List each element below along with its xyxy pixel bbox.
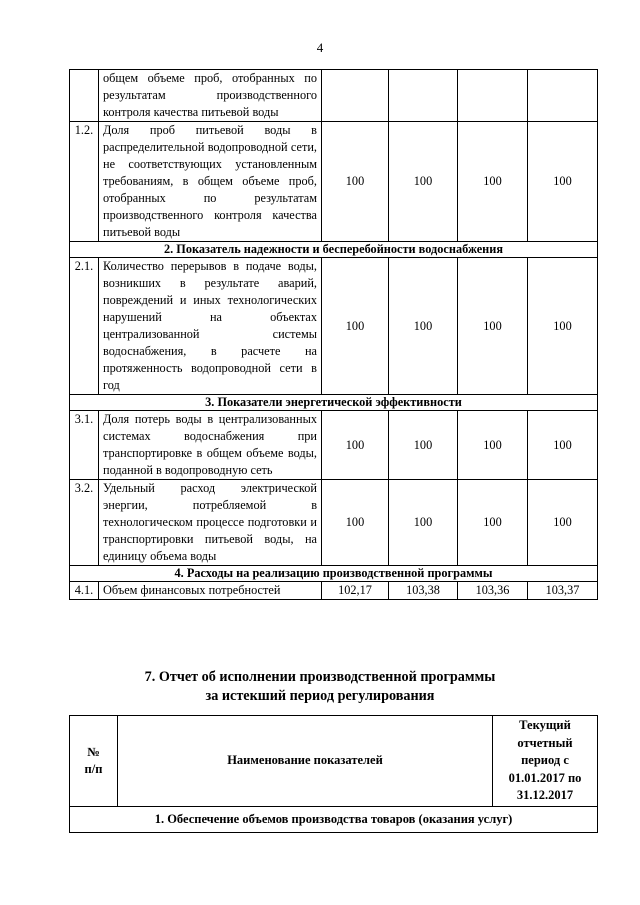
row-number bbox=[70, 70, 99, 122]
report-section-row bbox=[70, 807, 598, 833]
header-period-line4: 01.01.2017 по bbox=[508, 770, 582, 785]
row-number: 3.1. bbox=[70, 411, 99, 480]
indicator-value: 100 bbox=[458, 411, 528, 480]
indicator-value: 103,38 bbox=[389, 582, 458, 600]
indicator-row bbox=[70, 411, 598, 480]
header-period-cell bbox=[493, 716, 598, 807]
indicator-value: 100 bbox=[458, 480, 528, 566]
section-heading: 3. Показатели энергетической эффективности bbox=[70, 395, 598, 411]
indicator-value: 100 bbox=[389, 411, 458, 480]
section-7-title-line2: за истекший период регулирования bbox=[205, 688, 435, 704]
header-period-line1: Текущий bbox=[519, 718, 571, 733]
indicator-value bbox=[458, 70, 528, 122]
indicator-value: 100 bbox=[458, 122, 528, 242]
header-number-line2: п/п bbox=[84, 762, 103, 776]
indicator-row bbox=[70, 258, 598, 395]
indicator-value bbox=[389, 70, 458, 122]
indicator-description: Доля потерь воды в централизованных системах водоснабжения при транспортировке в общем объеме воды, поданной в водопроводную сеть bbox=[99, 411, 322, 480]
row-number: 4.1. bbox=[70, 582, 99, 600]
indicator-row bbox=[70, 582, 598, 600]
row-number: 1.2. bbox=[70, 122, 99, 242]
indicator-value: 100 bbox=[389, 480, 458, 566]
indicators-table bbox=[69, 69, 598, 600]
indicator-value bbox=[322, 70, 389, 122]
row-number: 3.2. bbox=[70, 480, 99, 566]
indicator-description: Объем финансовых потребностей bbox=[99, 582, 322, 600]
report-table bbox=[69, 715, 598, 833]
section-heading-row bbox=[70, 242, 598, 258]
indicators-table-body bbox=[70, 70, 598, 600]
header-number-line1: № bbox=[87, 744, 100, 759]
header-period-line2: отчетный bbox=[517, 735, 573, 750]
indicator-value: 102,17 bbox=[322, 582, 389, 600]
indicator-row bbox=[70, 70, 598, 122]
indicator-value bbox=[528, 70, 598, 122]
section-heading-row bbox=[70, 566, 598, 582]
header-number-cell bbox=[70, 716, 118, 807]
header-period-line5: 31.12.2017 bbox=[516, 788, 574, 803]
indicator-description: общем объеме проб, отобранных по результатам производственного контроля качества питьевой воды bbox=[99, 70, 322, 122]
indicator-description: Количество перерывов в подаче воды, возникших в результате аварий, повреждений и иных технологических нарушений на объектах централизованной системы водоснабжения, в расчете на протяженность водопроводной сети в год bbox=[99, 258, 322, 395]
indicator-value: 100 bbox=[322, 258, 389, 395]
report-table-header-row bbox=[70, 716, 598, 807]
section-heading: 2. Показатель надежности и бесперебойности водоснабжения bbox=[70, 242, 598, 258]
indicator-description: Удельный расход электрической энергии, потребляемой в технологическом процессе подготовки и транспортировки питьевой воды, на единицу объема воды bbox=[99, 480, 322, 566]
indicator-row bbox=[70, 480, 598, 566]
indicator-value: 100 bbox=[322, 480, 389, 566]
indicator-value: 100 bbox=[389, 122, 458, 242]
indicator-description: Доля проб питьевой воды в распределительной водопроводной сети, не соответствующих установленным требованиям, в общем объеме проб, отобранных по результатам производственного контроля качества питьевой воды bbox=[99, 122, 322, 242]
header-name-cell: Наименование показателей bbox=[118, 716, 493, 807]
section-7-title-line1: 7. Отчет об исполнении производственной программы bbox=[144, 669, 496, 685]
section-7-title bbox=[0, 668, 640, 706]
indicator-value: 100 bbox=[528, 258, 598, 395]
section-heading: 4. Расходы на реализацию производственной программы bbox=[70, 566, 598, 582]
row-number: 2.1. bbox=[70, 258, 99, 395]
report-section-1-heading: 1. Обеспечение объемов производства товаров (оказания услуг) bbox=[70, 807, 598, 833]
page-number: 4 bbox=[316, 40, 324, 55]
indicator-row bbox=[70, 122, 598, 242]
indicator-value: 100 bbox=[528, 122, 598, 242]
indicator-value: 103,37 bbox=[528, 582, 598, 600]
indicator-value: 103,36 bbox=[458, 582, 528, 600]
indicator-value: 100 bbox=[389, 258, 458, 395]
indicator-value: 100 bbox=[322, 411, 389, 480]
header-period-line3: период с bbox=[521, 753, 569, 768]
indicator-value: 100 bbox=[528, 480, 598, 566]
section-heading-row bbox=[70, 395, 598, 411]
indicator-value: 100 bbox=[322, 122, 389, 242]
indicator-value: 100 bbox=[528, 411, 598, 480]
indicator-value: 100 bbox=[458, 258, 528, 395]
